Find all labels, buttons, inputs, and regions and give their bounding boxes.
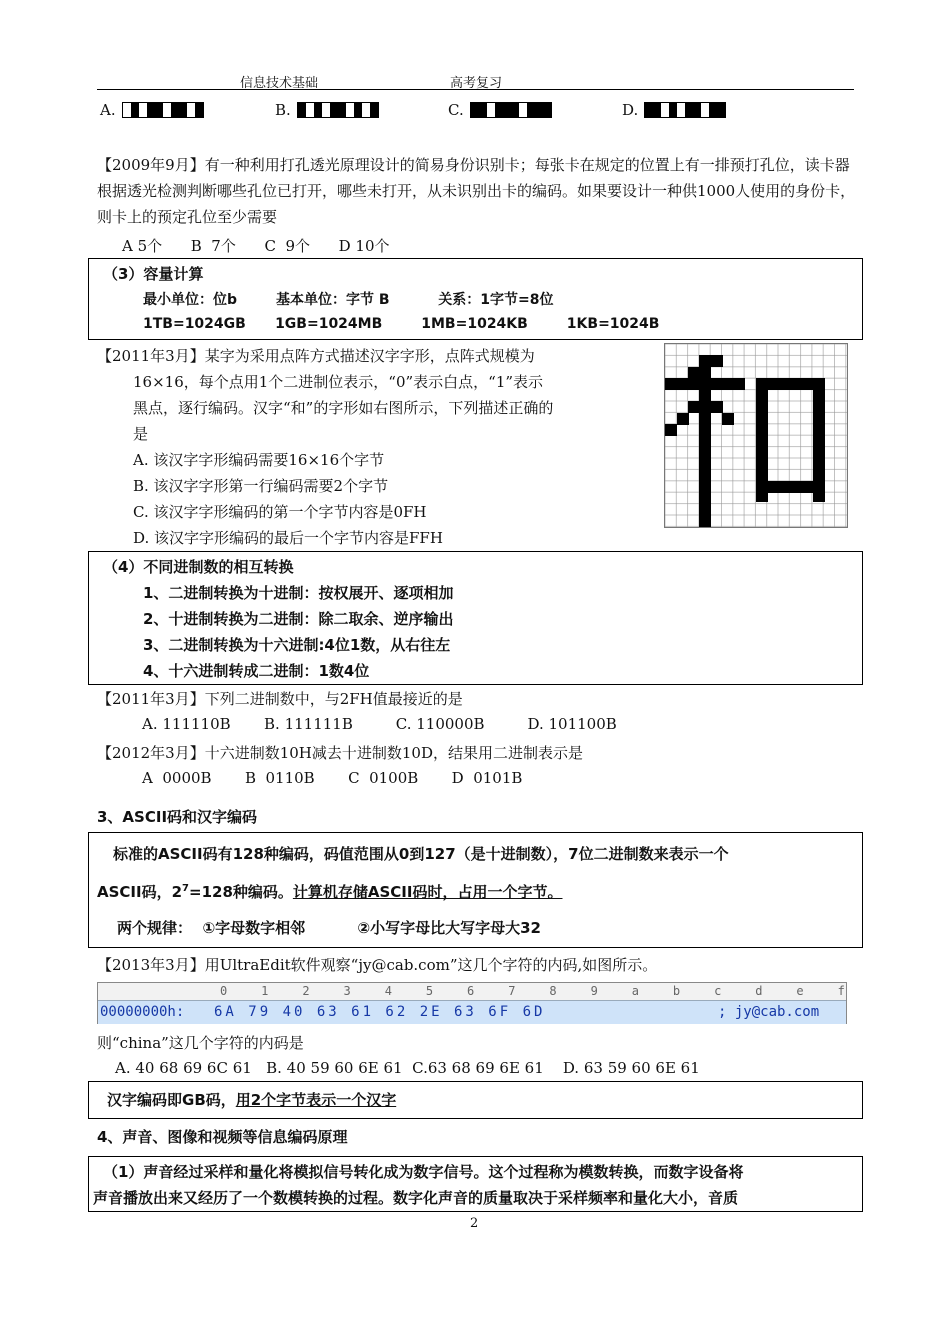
page-number: 2 (470, 1216, 479, 1231)
q2-option-d: D. 该汉字字形编码的最后一个字节内容是FFH (133, 529, 443, 547)
q2-line4: 是 (133, 425, 149, 443)
question-2013-ultraedit: 【2013年3月】用UltraEdit软件观察“jy@cab.com”这几个字符的内码,如图所示。 (97, 956, 658, 974)
option-d-label: D. (622, 101, 639, 119)
section-ascii-title: 3、ASCII码和汉字编码 (97, 808, 258, 826)
ascii-exponent: 7 (182, 883, 189, 894)
ascii-line1: 标准的ASCII码有128种编码，码值范围从0到127（是十进制数），7位二进制数来表示一个 (113, 845, 729, 863)
option-b-label: B. (275, 101, 291, 119)
sound-line2: 声音播放出来又经历了一个数模转换的过程。数字化声音的质量取决于采样频率和量化大小，音质 (93, 1189, 739, 1207)
header-rule (97, 89, 854, 90)
conversion-rule-2: 2、十进制转换为二进制：除二取余、逆序输出 (143, 610, 454, 628)
question-2012-hex-options: A 0000B B 0110B C 0100B D 0101B (142, 769, 523, 787)
option-a-label: A. (100, 101, 116, 119)
conversion-rule-1: 1、二进制转换为十进制：按权展开、逐项相加 (143, 584, 454, 602)
conversion-title: （4）不同进制数的相互转换 (103, 558, 294, 576)
q2-option-b: B. 该汉字字形第一行编码需要2个字节 (133, 477, 389, 495)
ascii-storage-note: 计算机存储ASCII码时，占用一个字节。 (292, 883, 563, 901)
hole-pattern-c (470, 102, 552, 118)
q2-line3: 黑点，逐行编码。汉字“和”的字形如右图所示，下列描述正确的 (133, 399, 554, 417)
question-2009-options: A 5个 B 7个 C 9个 D 10个 (122, 237, 390, 255)
hex-address: 00000000h: (100, 1004, 185, 1020)
question-2013-options: A. 40 68 69 6C 61 B. 40 59 60 6E 61 C.63 68 69 6E 61 D. 63 59 60 6E 61 (115, 1059, 700, 1077)
section-media-title: 4、声音、图像和视频等信息编码原理 (97, 1128, 348, 1146)
question-2009-text: 【2009年9月】有一种利用打孔透光原理设计的简易身份识别卡；每张卡在规定的位置上有一排预打孔位，读卡器根据透光检测判断哪些孔位已打开，哪些未打开，从未识别出卡的编码。如果要设计一种供1000人使用的身份卡，则卡上的预定孔位至少需要 (97, 156, 856, 226)
conversion-rule-3: 3、二进制转换为十六进制:4位1数，从右往左 (143, 636, 451, 654)
sound-box (88, 1156, 863, 1212)
hex-column-labels: 0 1 2 3 4 5 6 7 8 9 a b c d e f (220, 984, 852, 998)
sound-line1: （1）声音经过采样和量化将模拟信号转化成为数字信号。这个过程称为模数转换，而数字设备将 (103, 1163, 744, 1181)
q2-option-c: C. 该汉字字形编码的第一个字节内容是0FH (133, 503, 427, 521)
glyph-dot-matrix (664, 343, 848, 528)
gb-code-pre: 汉字编码即GB码， (107, 1091, 236, 1109)
q2-option-a: A. 该汉字字形编码需要16×16个字节 (133, 451, 385, 469)
option-d-pattern (622, 101, 726, 119)
hex-bytes: 6A 79 40 63 61 62 2E 63 6F 6D (214, 1004, 546, 1020)
ascii-line2 (97, 881, 562, 902)
ascii-line2-mid: =128种编码。 (189, 883, 293, 901)
glyph-grid-svg (665, 344, 847, 527)
gb-code-box (88, 1081, 863, 1119)
question-2013-china: 则“china”这几个字符的内码是 (97, 1034, 304, 1052)
question-2011-binary-options: A. 111110B B. 111111B C. 110000B D. 101100B (142, 715, 617, 733)
hex-data-row (98, 1000, 846, 1024)
option-a-pattern (100, 101, 204, 119)
question-2011-glyph (97, 343, 553, 551)
question-2012-hex: 【2012年3月】十六进制数10H减去十进制数10D，结果用二进制表示是 (97, 744, 584, 762)
hole-pattern-b (297, 102, 379, 118)
gb-code-text (107, 1089, 396, 1110)
option-c-pattern (448, 101, 552, 119)
header-right: 高考复习 (450, 76, 503, 91)
q2-line1: 【2011年3月】某字为采用点阵方式描述汉字字形，点阵式规模为 (97, 347, 535, 365)
capacity-title: （3）容量计算 (103, 265, 204, 283)
conversion-box (88, 551, 863, 685)
capacity-line1: 最小单位：位b 基本单位：字节 B 关系：1字节=8位 (143, 292, 554, 308)
conversion-rule-4: 4、十六进制转成二进制：1数4位 (143, 662, 370, 680)
q2-line2: 16×16，每个点用1个二进制位表示，“0”表示白点，“1”表示 (133, 373, 544, 391)
question-2011-binary: 【2011年3月】下列二进制数中，与2FH值最接近的是 (97, 690, 463, 708)
header-left: 信息技术基础 (240, 76, 319, 91)
capacity-line2: 1TB=1024GB 1GB=1024MB 1MB=1024KB 1KB=1024B (143, 316, 660, 332)
hex-ascii: ; jy@cab.com (718, 1004, 820, 1020)
capacity-box (88, 258, 863, 340)
option-c-label: C. (448, 101, 464, 119)
hex-column-header (98, 983, 852, 1000)
ascii-rules: 两个规律： ①字母数字相邻 ②小写字母比大写字母大32 (117, 919, 541, 937)
hole-pattern-a (122, 102, 204, 118)
hole-pattern-d (644, 102, 726, 118)
ultraedit-hex-view (97, 982, 852, 1024)
gb-code-underlined: 用2个字节表示一个汉字 (235, 1091, 397, 1109)
option-b-pattern (275, 101, 379, 119)
ascii-line2-start: ASCII码，2 (97, 883, 183, 901)
ascii-box (88, 832, 863, 948)
